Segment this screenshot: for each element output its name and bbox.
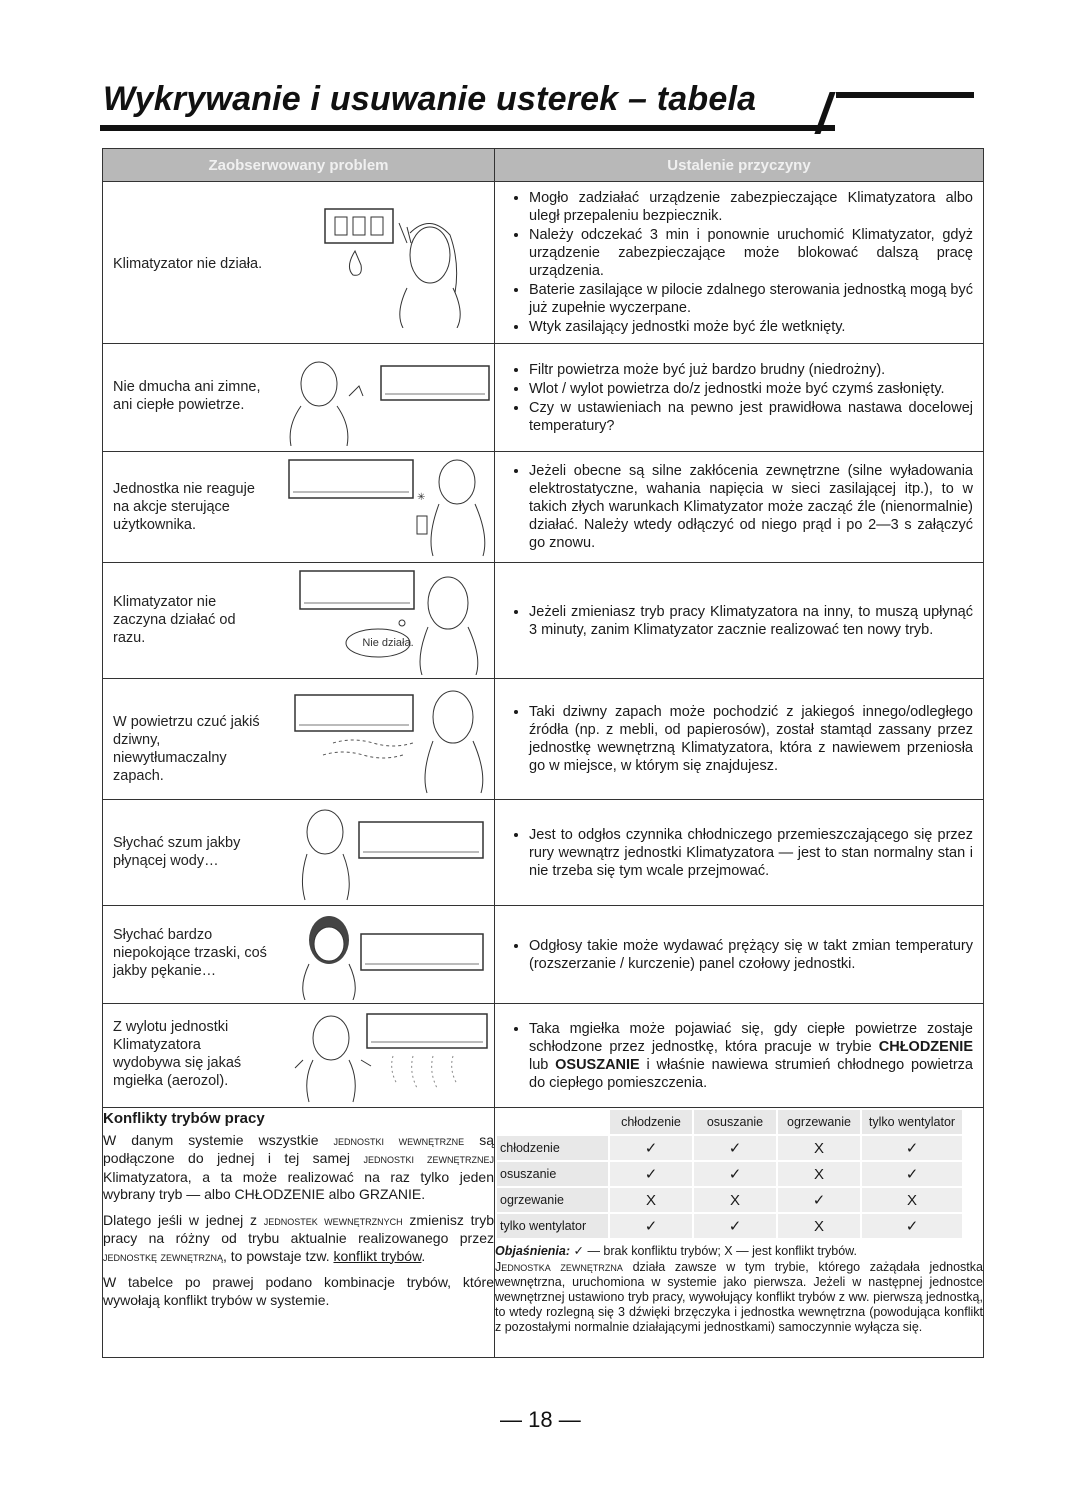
matrix-value: X [609, 1187, 693, 1213]
matrix-explanation: Jednostka zewnętrzna działa zawsze w tym trybie, którego zażądała jednostka wewnętrzna, uruchomiona w systemie jako pierwsza. Jeżeli w następnej jednostce wewnętrznej ustawiono tryb pracy, wywołujący konflikt trybów z ww. pierwszą jednostką, to wtedy rozlegną się 3 dźwięki brzęczyka i jednostka wewnętrzna (powodująca konflikt z pozostałymi normalnie działającymi jednostkami) samoczynnie wyłącza się. [495, 1260, 983, 1334]
cause-item: • Baterie zasilające w pilocie zdalnego sterowania jednostką mogą być już zupełnie wyczerpane. [529, 281, 973, 317]
title-underline [100, 125, 835, 131]
table-row [103, 1004, 984, 1108]
column-header-cause: Ustalenie przyczyny [495, 149, 984, 182]
matrix-row [496, 1213, 963, 1239]
table-row [103, 563, 984, 679]
matrix-row [496, 1135, 963, 1161]
column-header-problem: Zaobserwowany problem [103, 149, 495, 182]
table-row [103, 679, 984, 800]
matrix-value: ✓ [609, 1213, 693, 1239]
matrix-value: ✓ [861, 1161, 963, 1187]
conflict-paragraph: W danym systemie wszystkie jednostki wewnętrzne są podłączone do jednej i tej samej jednostki zewnętrznej Klimatyzatora, a ta może realizować na raz tylko jeden wybrany tryb — albo CHŁODZENIE albo GRZANIE. [103, 1131, 494, 1202]
matrix-value: X [693, 1187, 777, 1213]
matrix-row [496, 1161, 963, 1187]
problem-text: Jednostka nie reaguje na akcje sterujące użytkownika. [113, 481, 255, 533]
cause-item: • Jeżeli zmieniasz tryb pracy Klimatyzatora na inny, to muszą upłynąć 3 minuty, zanim Klimatyzator zacznie realizować ten nowy tryb. [529, 603, 973, 639]
matrix-value: ✓ [693, 1213, 777, 1239]
matrix-value: X [777, 1161, 861, 1187]
matrix-value: X [861, 1187, 963, 1213]
matrix-row-header: chłodzenie [496, 1135, 609, 1161]
title-decoration-top [836, 92, 974, 98]
problem-text: W powietrzu czuć jakiś dziwny, niewytłumaczalny zapach. [113, 714, 260, 784]
svg-text:✳: ✳ [417, 492, 426, 503]
matrix-col-header: chłodzenie [609, 1109, 693, 1135]
matrix-value: ✓ [609, 1135, 693, 1161]
matrix-col-header: ogrzewanie [777, 1109, 861, 1135]
person-waiting-illustration [298, 567, 493, 675]
person-crackling-illustration [299, 910, 493, 1000]
matrix-row-header: ogrzewanie [496, 1187, 609, 1213]
problem-text: Słychać szum jakby płynącej wody… [113, 835, 241, 869]
problem-text: Z wylotu jednostki Klimatyzatora wydobywa się jakaś mgiełka (aerozol). [113, 1019, 242, 1089]
cause-item: • Wtyk zasilający jednostki może być źle wetknięty. [529, 318, 973, 336]
cause-item: • Taki dziwny zapach może pochodzić z jakiegoś innego/odległego źródła (np. z mebli, od papierosów), został stamtąd zassany przez jednostkę wewnętrzną Klimatyzatora, która z nawiewem przeniosła go w miejsce, w którym się znajdujesz. [529, 703, 973, 775]
matrix-row-header: osuszanie [496, 1161, 609, 1187]
person-mist-illustration [293, 1010, 493, 1104]
matrix-value: ✓ [861, 1135, 963, 1161]
conflict-paragraph: W tabelce po prawej podano kombinacje trybów, które wywołają konflikt trybów w systemie. [103, 1274, 494, 1308]
matrix-row-header: tylko wentylator [496, 1213, 609, 1239]
conflict-matrix [495, 1108, 964, 1240]
table-row [103, 452, 984, 563]
person-remote-illustration [287, 456, 493, 560]
matrix-value: ✓ [693, 1135, 777, 1161]
problem-text: Nie dmucha ani zimne, ani ciepłe powietrze. [113, 379, 261, 413]
matrix-value: ✓ [609, 1161, 693, 1187]
person-ac-unit-illustration [279, 356, 493, 446]
conflict-description [103, 1108, 495, 1358]
cause-item: • Wlot / wylot powietrza do/z jednostki może być czymś zasłonięty. [529, 380, 973, 398]
troubleshooting-table [102, 148, 984, 1358]
table-row [103, 906, 984, 1004]
table-row [103, 182, 984, 344]
cause-item: • Odgłosy takie może wydawać prężący się w takt zmian temperatury (rozszerzanie / kurczenie) panel czołowy jednostki. [529, 937, 973, 973]
cause-item: • Czy w ustawieniach na pewno jest prawidłowa nastawa docelowej temperatury? [529, 399, 973, 435]
matrix-row [496, 1187, 963, 1213]
cause-item: • Mogło zadziałać urządzenie zabezpieczające Klimatyzatora albo uległ przepaleniu bezpiecznik. [529, 189, 973, 225]
problem-text: Klimatyzator nie działa. [113, 255, 263, 272]
matrix-value: X [777, 1135, 861, 1161]
person-listening-illustration [299, 804, 493, 902]
table-row [103, 344, 984, 452]
matrix-value: ✓ [693, 1161, 777, 1187]
conflict-heading: Konflikty trybów pracy [103, 1110, 265, 1127]
matrix-value: X [777, 1213, 861, 1239]
problem-text: Klimatyzator nie zaczyna działać od razu. [113, 594, 236, 646]
cause-item: • Jest to odgłos czynnika chłodniczego przemieszczającego się przez rury wewnątrz jednostki Klimatyzatora — jest to stan normalny stan i nie trzeba się tym wcale przejmować. [529, 826, 973, 880]
cause-item: • Taka mgiełka może pojawiać się, gdy ciepłe powietrze zostaje schłodzone przez jednostkę, która pracuje w trybie CHŁODZENIE lub OSUSZANIE i właśnie nawiewa strumień chłodnego powietrza do ciepłego pomieszczenia. [529, 1020, 973, 1092]
cause-item: • Jeżeli obecne są silne zakłócenia zewnętrzne (silne wyładowania elektrostatyczne, wahania napięcia w sieci zasilającej itp.), to w takich złych warunkach Klimatyzator może zacząć źle (nienormalnie) działać. Należy wtedy odłączyć od niego prąd i po 2—3 s załączyć go znowu. [529, 462, 973, 552]
speech-bubble-text: Nie działa. [362, 637, 414, 649]
table-row [103, 800, 984, 906]
conflict-matrix-cell [495, 1108, 984, 1358]
person-outlet-illustration [315, 203, 475, 328]
cause-item: • Filtr powietrza może być już bardzo brudny (niedrożny). [529, 361, 973, 379]
page-number: — 18 — [500, 1407, 581, 1432]
person-smell-illustration [293, 683, 493, 795]
conflict-paragraph: Dlatego jeśli w jednej z jednostek wewnętrznych zmienisz tryb pracy na różny od trybu aktualnie realizowanego przez jednostkę zewnętrzną, to powstaje tzw. konflikt trybów. [103, 1211, 494, 1264]
cause-item: • Należy odczekać 3 min i ponownie uruchomić Klimatyzator, gdyż urządzenie zabezpieczające może blokować dalszą pracę urządzenia. [529, 226, 973, 280]
conflict-row [103, 1108, 984, 1358]
problem-text: Słychać bardzo niepokojące trzaski, coś jakby pękanie… [113, 927, 267, 979]
matrix-col-header: osuszanie [693, 1109, 777, 1135]
page-title: Wykrywanie i usuwanie usterek – tabela [103, 80, 757, 118]
matrix-value: ✓ [861, 1213, 963, 1239]
matrix-legend: Objaśnienia: ✓ — brak konfliktu trybów; X — jest konflikt trybów. [495, 1244, 857, 1258]
matrix-value: ✓ [777, 1187, 861, 1213]
matrix-col-header: tylko wentylator [861, 1109, 963, 1135]
